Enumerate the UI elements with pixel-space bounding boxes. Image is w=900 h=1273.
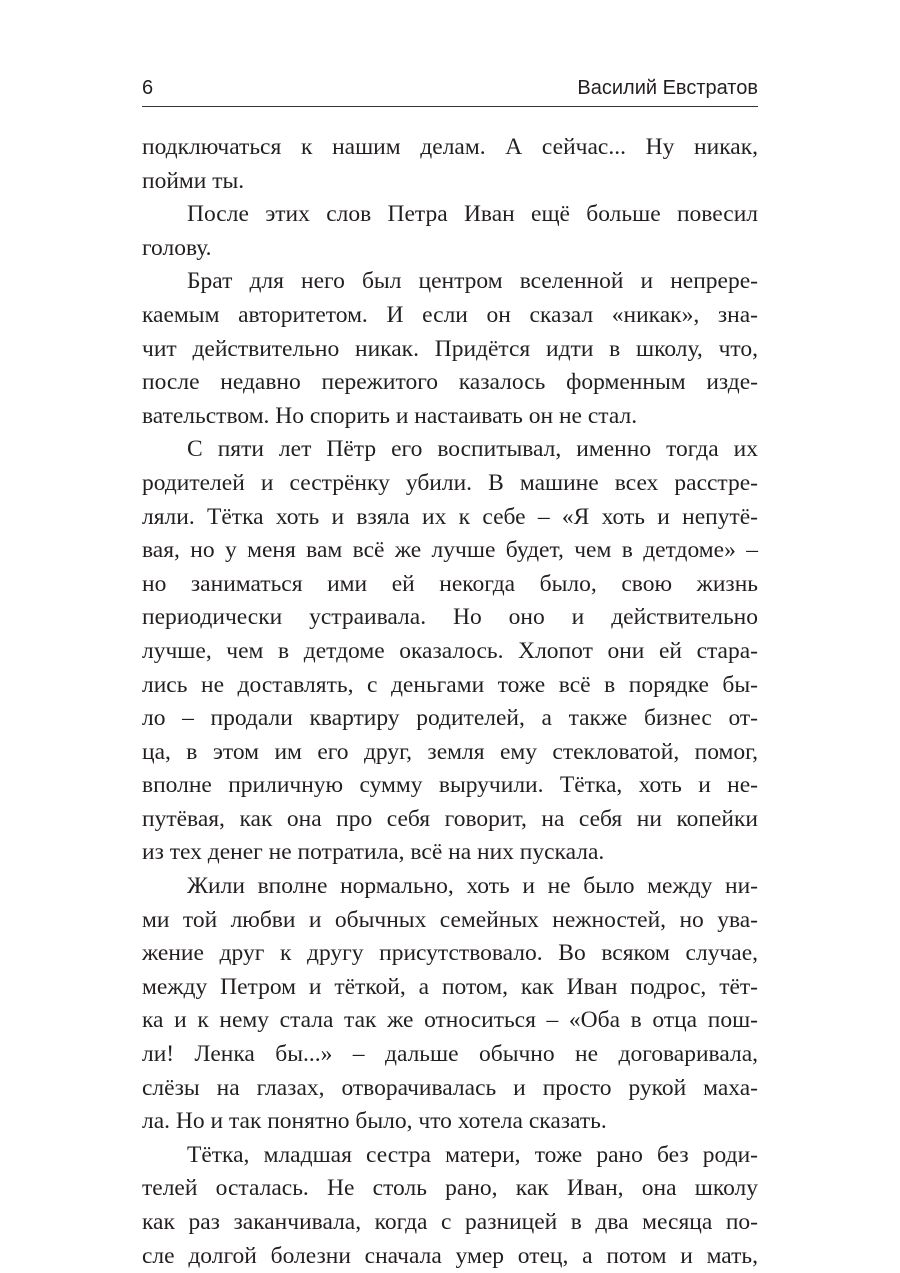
text-line: как раз заканчивала, когда с разницей в два месяца по- [142, 1209, 758, 1235]
paragraph [142, 1139, 758, 1273]
text-line: ли! Ленка бы...» – дальше обычно не договаривала, [142, 1041, 758, 1068]
text-line: пойми ты. [142, 167, 245, 194]
running-header-author: Василий Евстратов [577, 77, 758, 99]
text-line: лучше, чем в детдоме оказалось. Хлопот они ей стара- [142, 637, 758, 664]
text-line: вая, но у меня вам всё же лучше будет, чем в детдоме» – [142, 537, 758, 564]
text-line: Тётка, младшая сестра матери, тоже рано без роди- [187, 1141, 758, 1168]
text-line: сле долгой болезни сначала умер отец, а потом и мать, [142, 1242, 758, 1269]
text-line: ла. Но и так понятно было, что хотела сказать. [142, 1108, 607, 1135]
paragraph [142, 433, 758, 870]
text-line: вательством. Но спорить и настаивать он не стал. [142, 402, 638, 429]
text-line: голову. [142, 234, 212, 261]
text-line: ца, в этом им его друг, земля ему стекловатой, помог, [142, 738, 758, 765]
text-line: но заниматься ими ей некогда было, свою жизнь [142, 570, 758, 597]
text-line: ляли. Тётка хоть и взяла их к себе – «Я хоть и непутё- [142, 503, 758, 530]
paragraph [142, 870, 758, 1139]
text-line: родителей и сестрёнку убили. В машине всех расстре- [142, 469, 758, 496]
text-line: С пяти лет Пётр его воспитывал, именно тогда их [187, 436, 758, 463]
page-number: 6 [142, 77, 154, 99]
text-line: Брат для него был центром вселенной и непрере- [187, 268, 758, 295]
text-line: ка и к нему стала так же относиться – «Оба в отца пош- [142, 1007, 758, 1034]
text-line: Жили вполне нормально, хоть и не было между ни- [187, 873, 758, 900]
text-line: из тех денег не потратила, всё на них пускала. [142, 839, 605, 866]
text-line: вполне приличную сумму выручили. Тётка, хоть и не- [142, 772, 758, 799]
text-line: путёвая, как она про себя говорит, на себя ни копейки [142, 805, 758, 832]
text-line: подключаться к нашим делам. А сейчас... Ну никак, [142, 134, 758, 160]
text-line: слёзы на глазах, отворачивалась и просто рукой маха- [142, 1074, 758, 1101]
paragraph [142, 131, 758, 198]
text-line: между Петром и тёткой, а потом, как Иван подрос, тёт- [142, 973, 758, 1000]
text-line: ло – продали квартиру родителей, а также бизнес от- [142, 705, 758, 732]
text-line: лись не доставлять, с деньгами тоже всё в порядке бы- [142, 671, 758, 698]
paragraph [142, 198, 758, 265]
paragraph [142, 265, 758, 433]
text-line: каемым авторитетом. И если он сказал «никак», зна- [142, 301, 758, 328]
text-line: чит действительно никак. Придётся идти в школу, что, [142, 335, 758, 362]
running-header [142, 72, 758, 107]
text-line: жение друг к другу присутствовало. Во всяком случае, [142, 940, 758, 967]
text-line: после недавно пережитого казалось форменным изде- [142, 369, 758, 396]
body-text [142, 131, 758, 1273]
text-line: ми той любви и обычных семейных нежностей, но ува- [142, 906, 758, 933]
text-line: После этих слов Петра Иван ещё больше повесил [187, 201, 758, 228]
text-line: периодически устраивала. Но оно и действительно [142, 604, 758, 631]
text-line: телей осталась. Не столь рано, как Иван, она школу [142, 1175, 758, 1202]
